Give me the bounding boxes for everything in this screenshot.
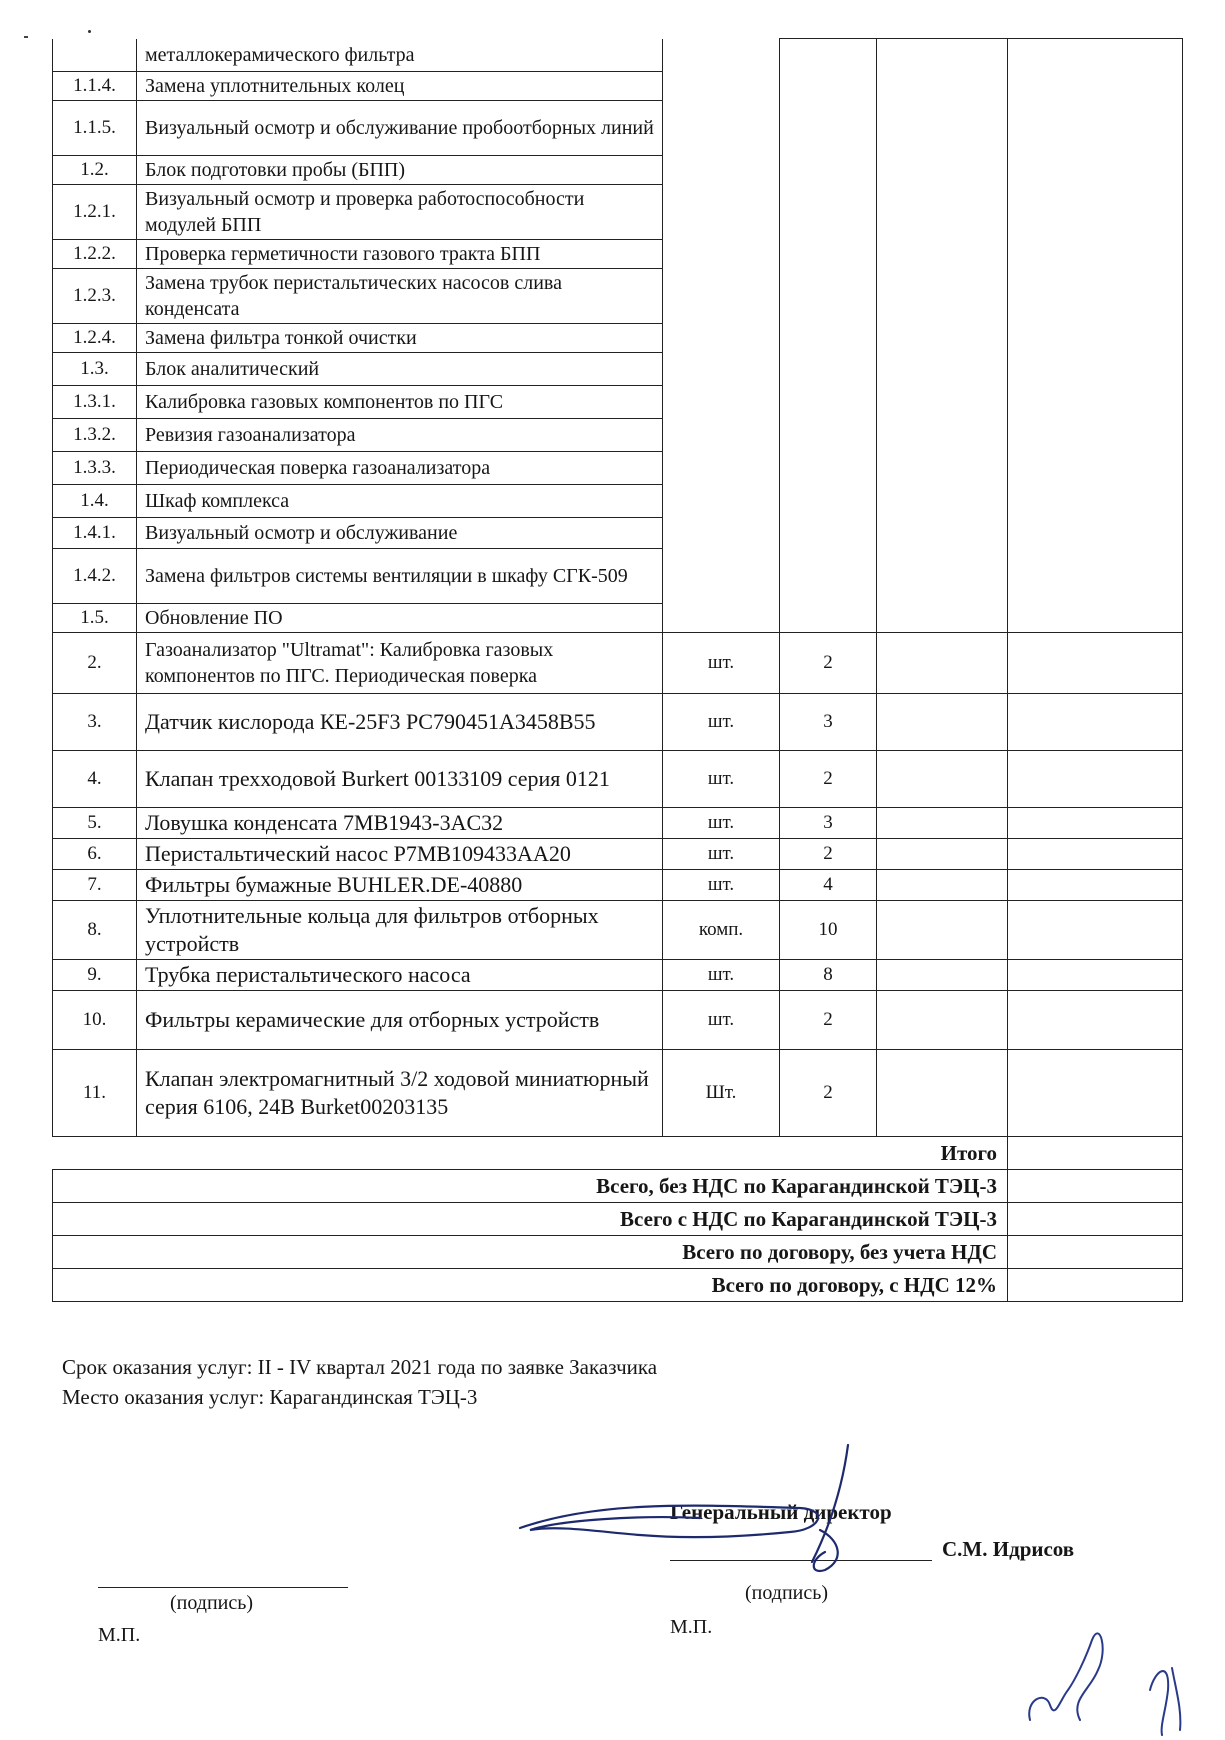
row-unit: шт. <box>663 838 780 869</box>
row-description: Периодическая поверка газоанализатора <box>137 451 663 484</box>
row-number: 8. <box>53 900 137 959</box>
row-number: 6. <box>53 838 137 869</box>
row-number: 2. <box>53 632 137 693</box>
director-title: Генеральный директор <box>670 1500 892 1524</box>
row-description: Уплотнительные кольца для фильтров отборных устройств <box>137 900 663 959</box>
row-description: Ловушка конденсата 7MB1943-3AC32 <box>137 807 663 838</box>
left-signature-caption: (подпись) <box>170 1592 254 1614</box>
service-period: Срок оказания услуг: II - IV квартал 2021 года по заявке Заказчика <box>62 1355 658 1379</box>
row-unit: комп. <box>663 900 780 959</box>
row-unit: шт. <box>663 990 780 1049</box>
row-description: Замена уплотнительных колец <box>137 71 663 100</box>
row-number: 1.4. <box>53 484 137 517</box>
row-number: 7. <box>53 869 137 900</box>
contract-vat-label: Всего по договору, с НДС 12% <box>53 1268 1008 1301</box>
row-description: Клапан электромагнитный 3/2 ходовой миниатюрный серия 6106, 24В Burket00203135 <box>137 1049 663 1136</box>
row-number: 1.2.1. <box>53 184 137 239</box>
row-description: Проверка герметичности газового тракта БПП <box>137 239 663 268</box>
row-unit: шт. <box>663 807 780 838</box>
director-signature <box>520 1445 848 1571</box>
row-number: 1.1.5. <box>53 100 137 155</box>
right-signature-caption: (подпись) <box>745 1582 829 1604</box>
row-number: 1.3.3. <box>53 451 137 484</box>
row-description: Клапан трехходовой Burkert 00133109 серия 0121 <box>137 750 663 807</box>
row-number: 1.2.3. <box>53 268 137 323</box>
row-quantity: 2 <box>780 632 877 693</box>
row-description: Перистальтический насос P7MB109433AA20 <box>137 838 663 869</box>
row-unit: шт. <box>663 693 780 750</box>
row-description: Визуальный осмотр и обслуживание пробоотборных линий <box>137 100 663 155</box>
row-number: 9. <box>53 959 137 990</box>
left-stamp-place: М.П. <box>98 1624 141 1646</box>
row-description: Замена фильтра тонкой очистки <box>137 323 663 352</box>
row-unit: шт. <box>663 632 780 693</box>
row-number: 10. <box>53 990 137 1049</box>
contract-no-vat-label: Всего по договору, без учета НДС <box>53 1235 1008 1268</box>
row-number: 1.2.2. <box>53 239 137 268</box>
row-description: Трубка перистальтического насоса <box>137 959 663 990</box>
row-description: Обновление ПО <box>137 603 663 632</box>
row-unit: шт. <box>663 869 780 900</box>
row-number: 1.4.2. <box>53 548 137 603</box>
row-description: Замена трубок перистальтических насосов слива конденсата <box>137 268 663 323</box>
row-number: 5. <box>53 807 137 838</box>
row-number: 4. <box>53 750 137 807</box>
director-name: С.М. Идрисов <box>942 1537 1075 1561</box>
row-number: 1.5. <box>53 603 137 632</box>
row-number: 1.4.1. <box>53 517 137 548</box>
row-number: 1.2. <box>53 155 137 184</box>
row-description: Фильтры бумажные BUHLER.DE-40880 <box>137 869 663 900</box>
row-description: Блок аналитический <box>137 352 663 385</box>
row-number: 3. <box>53 693 137 750</box>
row-description: Ревизия газоанализатора <box>137 418 663 451</box>
service-place: Место оказания услуг: Карагандинская ТЭЦ-3 <box>62 1385 478 1409</box>
row-quantity: 2 <box>780 838 877 869</box>
row-description: Калибровка газовых компонентов по ПГС <box>137 385 663 418</box>
row-quantity: 4 <box>780 869 877 900</box>
row-description: Визуальный осмотр и обслуживание <box>137 517 663 548</box>
total-vat-label: Всего с НДС по Карагандинской ТЭЦ-3 <box>53 1202 1008 1235</box>
row-quantity: 3 <box>780 693 877 750</box>
row-description: Датчик кислорода КЕ-25F3 PC790451A3458B55 <box>137 693 663 750</box>
itogo-label: Итого <box>53 1136 1008 1169</box>
row-quantity: 2 <box>780 750 877 807</box>
row-description: Шкаф комплекса <box>137 484 663 517</box>
row-quantity: 2 <box>780 1049 877 1136</box>
right-stamp-place: М.П. <box>670 1616 713 1638</box>
row-number: 1.3.1. <box>53 385 137 418</box>
row-description: Замена фильтров системы вентиляции в шкафу СГК-509 <box>137 548 663 603</box>
row-description: Визуальный осмотр и проверка работоспособности модулей БПП <box>137 184 663 239</box>
row-number: 11. <box>53 1049 137 1136</box>
row-description: Блок подготовки пробы (БПП) <box>137 155 663 184</box>
row-description: Газоанализатор "Ultramat": Калибровка газовых компонентов по ПГС. Периодическая поверка <box>137 632 663 693</box>
row-number: 1.3.2. <box>53 418 137 451</box>
row-number: 1.2.4. <box>53 323 137 352</box>
row-quantity: 10 <box>780 900 877 959</box>
row-description: Фильтры керамические для отборных устройств <box>137 990 663 1049</box>
row-quantity: 3 <box>780 807 877 838</box>
row-quantity: 8 <box>780 959 877 990</box>
row-description: металлокерамического фильтра <box>137 39 663 72</box>
total-no-vat-label: Всего, без НДС по Карагандинской ТЭЦ-3 <box>53 1169 1008 1202</box>
initials-mark <box>1029 1633 1180 1735</box>
row-number: 1.1.4. <box>53 71 137 100</box>
row-unit: шт. <box>663 959 780 990</box>
row-unit: Шт. <box>663 1049 780 1136</box>
row-number: 1.3. <box>53 352 137 385</box>
row-quantity: 2 <box>780 990 877 1049</box>
row-unit: шт. <box>663 750 780 807</box>
